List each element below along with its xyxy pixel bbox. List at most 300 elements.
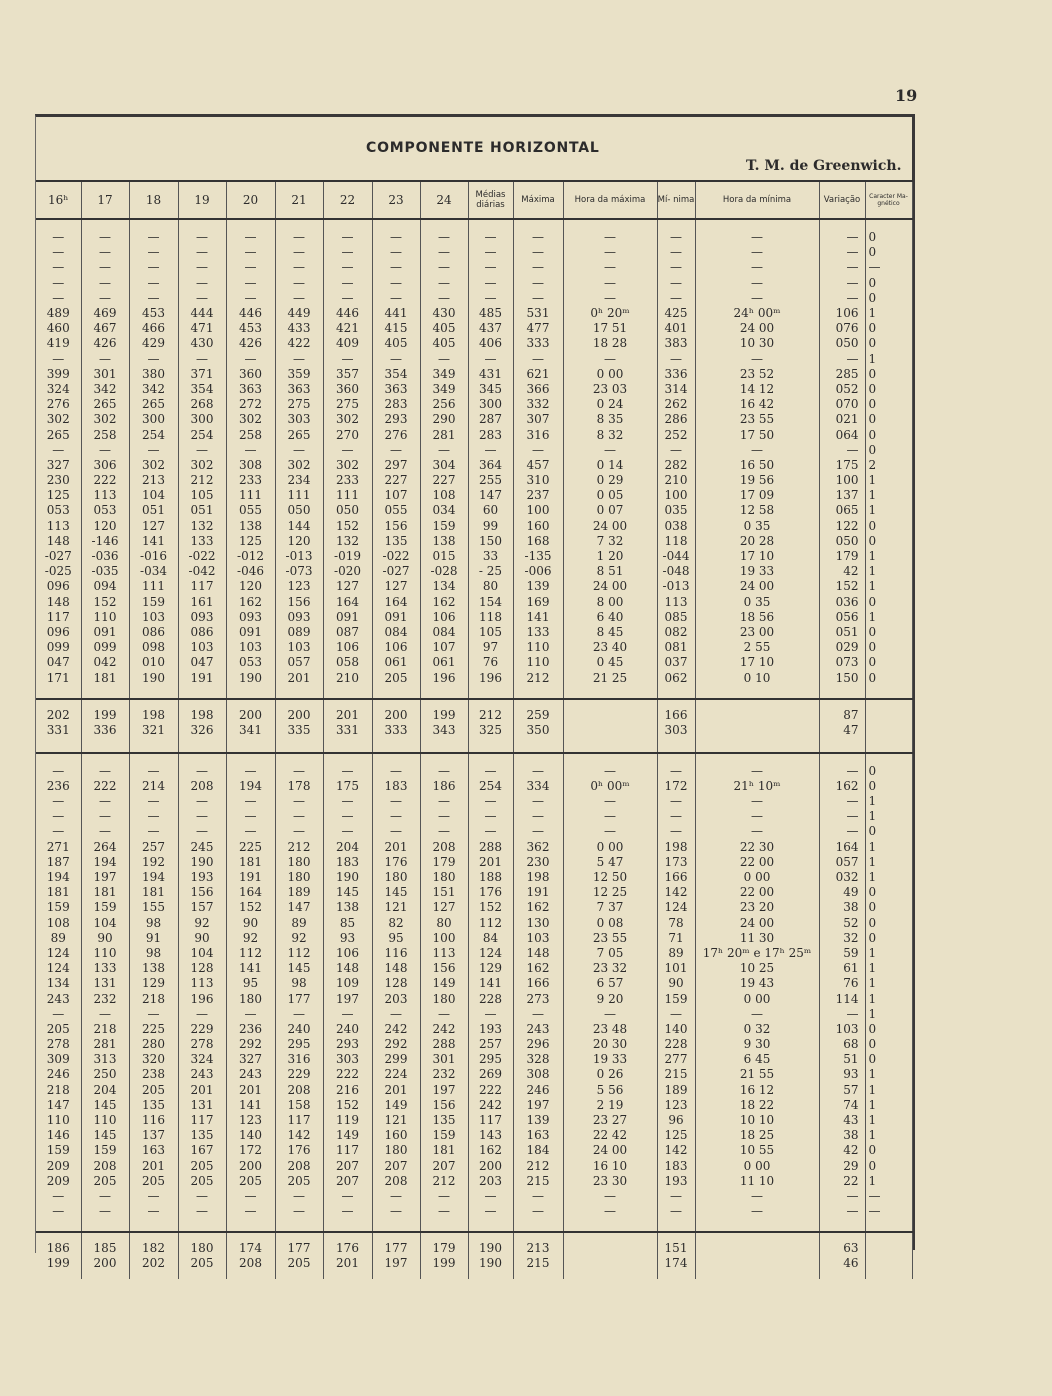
table-cell: — bbox=[36, 809, 81, 824]
table-cell: — bbox=[323, 260, 372, 275]
table-cell: 169 bbox=[513, 595, 563, 610]
table-cell: — bbox=[468, 230, 513, 245]
table-cell: 135 bbox=[372, 534, 420, 549]
table-cell: 242 bbox=[372, 1022, 420, 1037]
table-cell: 123 bbox=[275, 579, 323, 594]
table-cell: 17 10 bbox=[695, 655, 819, 670]
table-cell: — bbox=[865, 1204, 912, 1219]
table-cell: 453 bbox=[226, 321, 275, 336]
table-cell: 181 bbox=[420, 1143, 468, 1158]
table-cell: 1 bbox=[865, 564, 912, 579]
table-cell: 0 bbox=[865, 931, 912, 946]
table-cell: — bbox=[420, 1007, 468, 1022]
table-cell: 141 bbox=[468, 976, 513, 991]
table-cell: — bbox=[275, 291, 323, 306]
table-cell: 0 bbox=[865, 382, 912, 397]
table-cell: — bbox=[468, 824, 513, 839]
table-cell: 190 bbox=[226, 670, 275, 685]
table-cell: 207 bbox=[323, 1159, 372, 1174]
table-cell: 194 bbox=[129, 870, 178, 885]
table-cell: 191 bbox=[226, 870, 275, 885]
table-cell: — bbox=[657, 352, 695, 367]
table-cell: 132 bbox=[323, 534, 372, 549]
table-row bbox=[36, 321, 912, 336]
table-cell: — bbox=[657, 1189, 695, 1204]
table-cell: 286 bbox=[657, 412, 695, 427]
table-cell: — bbox=[81, 245, 129, 260]
table-cell: 103 bbox=[178, 640, 226, 655]
table-cell: 1 bbox=[865, 1174, 912, 1189]
table-cell: — bbox=[513, 809, 563, 824]
table-cell: — bbox=[36, 1204, 81, 1219]
table-cell: — bbox=[226, 260, 275, 275]
table-cell: 159 bbox=[36, 1143, 81, 1158]
spacer-cell bbox=[275, 738, 323, 753]
table-cell: 201 bbox=[372, 1083, 420, 1098]
table-cell: 180 bbox=[372, 870, 420, 885]
table-cell: 181 bbox=[226, 855, 275, 870]
table-cell: 180 bbox=[420, 870, 468, 885]
table-cell: 17 10 bbox=[695, 549, 819, 564]
table-cell: — bbox=[323, 1007, 372, 1022]
table-cell: 147 bbox=[468, 488, 513, 503]
table-cell bbox=[865, 723, 912, 738]
table-cell: 304 bbox=[420, 458, 468, 473]
table-cell: 1 bbox=[865, 946, 912, 961]
table-cell: — bbox=[695, 794, 819, 809]
spacer-cell bbox=[226, 738, 275, 753]
table-cell: 1 bbox=[865, 1128, 912, 1143]
table-cell: — bbox=[819, 1204, 865, 1219]
table-cell: 164 bbox=[226, 885, 275, 900]
table-cell: 7 37 bbox=[563, 900, 657, 915]
table-cell: 091 bbox=[226, 625, 275, 640]
table-cell: — bbox=[420, 1189, 468, 1204]
table-cell: 238 bbox=[129, 1067, 178, 1082]
table-cell: 419 bbox=[36, 336, 81, 351]
table-cell: 258 bbox=[226, 427, 275, 442]
table-cell: 232 bbox=[81, 991, 129, 1006]
table-cell: 1 bbox=[865, 961, 912, 976]
table-cell: — bbox=[81, 352, 129, 367]
table-cell: — bbox=[226, 794, 275, 809]
table-cell: 197 bbox=[513, 1098, 563, 1113]
spacer-cell bbox=[563, 686, 657, 699]
table-cell: — bbox=[81, 809, 129, 824]
table-cell bbox=[695, 1232, 819, 1256]
spacer-cell bbox=[36, 753, 81, 764]
table-cell: 1 bbox=[865, 579, 912, 594]
table-cell: 8 35 bbox=[563, 412, 657, 427]
table-cell: 23 40 bbox=[563, 640, 657, 655]
table-cell: 0 bbox=[865, 824, 912, 839]
spacer-cell bbox=[468, 686, 513, 699]
table-cell: — bbox=[420, 809, 468, 824]
table-cell: — bbox=[323, 764, 372, 779]
table-cell: 070 bbox=[819, 397, 865, 412]
table-cell: — bbox=[129, 291, 178, 306]
table-cell: 047 bbox=[178, 655, 226, 670]
table-cell: — bbox=[36, 1007, 81, 1022]
table-cell: — bbox=[657, 809, 695, 824]
table-row bbox=[36, 794, 912, 809]
spacer-cell bbox=[468, 738, 513, 753]
table-cell: 151 bbox=[657, 1232, 695, 1256]
table-cell: 0 bbox=[865, 412, 912, 427]
table-cell: -027 bbox=[36, 549, 81, 564]
table-row bbox=[36, 855, 912, 870]
spacer-cell bbox=[178, 738, 226, 753]
table-cell: 186 bbox=[36, 1232, 81, 1256]
table-row bbox=[36, 1204, 912, 1219]
table-cell: 131 bbox=[178, 1098, 226, 1113]
table-cell: 197 bbox=[420, 1083, 468, 1098]
table-cell: — bbox=[372, 230, 420, 245]
table-row bbox=[36, 306, 912, 321]
table-cell: 159 bbox=[36, 900, 81, 915]
table-cell: — bbox=[178, 291, 226, 306]
table-cell: 180 bbox=[275, 855, 323, 870]
table-cell: — bbox=[323, 245, 372, 260]
table-cell: 96 bbox=[657, 1113, 695, 1128]
table-cell: 198 bbox=[513, 870, 563, 885]
table-cell: 222 bbox=[468, 1083, 513, 1098]
table-cell: 227 bbox=[420, 473, 468, 488]
table-row bbox=[36, 824, 912, 839]
table-cell: 71 bbox=[657, 931, 695, 946]
table-cell: 98 bbox=[129, 916, 178, 931]
table-cell: 33 bbox=[468, 549, 513, 564]
spacer-cell bbox=[420, 1271, 468, 1279]
table-cell: 257 bbox=[468, 1037, 513, 1052]
table-cell: 23 00 bbox=[695, 625, 819, 640]
table-cell: 212 bbox=[468, 699, 513, 723]
table-cell: — bbox=[819, 291, 865, 306]
table-cell: 621 bbox=[513, 367, 563, 382]
table-cell: 273 bbox=[513, 991, 563, 1006]
table-cell: 236 bbox=[226, 1022, 275, 1037]
table-cell: 1 bbox=[865, 1067, 912, 1082]
table-cell: 152 bbox=[819, 579, 865, 594]
table-cell: — bbox=[513, 260, 563, 275]
table-cell: 59 bbox=[819, 946, 865, 961]
table-cell: 24 00 bbox=[563, 1143, 657, 1158]
table-cell: 093 bbox=[226, 610, 275, 625]
table-row bbox=[36, 1113, 912, 1128]
table-cell: 23 03 bbox=[563, 382, 657, 397]
table-cell: 426 bbox=[226, 336, 275, 351]
table-cell: — bbox=[819, 260, 865, 275]
spacer-cell bbox=[657, 219, 695, 230]
table-cell: 0 05 bbox=[563, 488, 657, 503]
table-cell: 233 bbox=[226, 473, 275, 488]
table-cell: — bbox=[36, 276, 81, 291]
table-row bbox=[36, 1189, 912, 1204]
table-cell: 179 bbox=[819, 549, 865, 564]
table-cell: 47 bbox=[819, 723, 865, 738]
spacer-cell bbox=[129, 738, 178, 753]
table-cell: — bbox=[372, 276, 420, 291]
table-cell: -006 bbox=[513, 564, 563, 579]
table-cell: — bbox=[420, 230, 468, 245]
table-cell: 187 bbox=[36, 855, 81, 870]
table-cell: 22 00 bbox=[695, 855, 819, 870]
table-cell: — bbox=[226, 443, 275, 458]
table-cell: 150 bbox=[819, 670, 865, 685]
column-header: 20 bbox=[226, 181, 275, 219]
spacer-cell bbox=[178, 686, 226, 699]
table-cell: 159 bbox=[420, 519, 468, 534]
table-cell: — bbox=[819, 1189, 865, 1204]
table-cell: 425 bbox=[657, 306, 695, 321]
table-cell: 205 bbox=[275, 1174, 323, 1189]
table-cell: — bbox=[468, 260, 513, 275]
table-row bbox=[36, 427, 912, 442]
table-cell: 215 bbox=[513, 1174, 563, 1189]
table-cell: 161 bbox=[178, 595, 226, 610]
table-cell: 145 bbox=[275, 961, 323, 976]
table-cell: 76 bbox=[819, 976, 865, 991]
table-row bbox=[36, 473, 912, 488]
table-cell: — bbox=[372, 443, 420, 458]
table-cell: 430 bbox=[178, 336, 226, 351]
table-cell: 177 bbox=[275, 991, 323, 1006]
table-cell: 243 bbox=[513, 1022, 563, 1037]
table-row bbox=[36, 640, 912, 655]
table-cell: 105 bbox=[468, 625, 513, 640]
table-cell: 159 bbox=[81, 900, 129, 915]
table-cell: 334 bbox=[513, 779, 563, 794]
table-cell: 23 48 bbox=[563, 1022, 657, 1037]
table-cell: 354 bbox=[178, 382, 226, 397]
separator-row bbox=[36, 686, 912, 699]
table-cell: 302 bbox=[81, 412, 129, 427]
table-cell: 215 bbox=[657, 1067, 695, 1082]
spacer-cell bbox=[513, 738, 563, 753]
table-cell: 1 20 bbox=[563, 549, 657, 564]
spacer-cell bbox=[323, 1219, 372, 1232]
table-cell: 204 bbox=[323, 840, 372, 855]
table-cell: 366 bbox=[513, 382, 563, 397]
table-cell: — bbox=[323, 1189, 372, 1204]
table-cell: 010 bbox=[129, 655, 178, 670]
table-row bbox=[36, 779, 912, 794]
table-cell: 80 bbox=[420, 916, 468, 931]
table-cell: 0 bbox=[865, 336, 912, 351]
table-cell: 181 bbox=[129, 885, 178, 900]
table-cell: — bbox=[323, 794, 372, 809]
table-cell: 254 bbox=[468, 779, 513, 794]
table-cell: 360 bbox=[323, 382, 372, 397]
table-cell: 236 bbox=[36, 779, 81, 794]
table-cell: 225 bbox=[226, 840, 275, 855]
table-cell: 135 bbox=[129, 1098, 178, 1113]
table-cell: 257 bbox=[129, 840, 178, 855]
table-row bbox=[36, 610, 912, 625]
table-cell: 2 bbox=[865, 458, 912, 473]
spacer-cell bbox=[563, 738, 657, 753]
table-row bbox=[36, 534, 912, 549]
table-cell: 137 bbox=[819, 488, 865, 503]
table-cell: — bbox=[372, 245, 420, 260]
table-cell: — bbox=[819, 276, 865, 291]
table-cell: 127 bbox=[420, 900, 468, 915]
table-cell: 288 bbox=[420, 1037, 468, 1052]
table-cell: — bbox=[81, 1007, 129, 1022]
table-cell: 015 bbox=[420, 549, 468, 564]
table-cell: — bbox=[275, 764, 323, 779]
table-cell: 128 bbox=[178, 961, 226, 976]
table-cell: 178 bbox=[275, 779, 323, 794]
table-cell: 0 bbox=[865, 900, 912, 915]
table-cell: -013 bbox=[275, 549, 323, 564]
table-cell: 302 bbox=[275, 458, 323, 473]
table-cell: 103 bbox=[819, 1022, 865, 1037]
table-cell: 61 bbox=[819, 961, 865, 976]
table-cell: 222 bbox=[81, 473, 129, 488]
table-cell: — bbox=[468, 291, 513, 306]
table-cell: — bbox=[695, 1007, 819, 1022]
table-cell bbox=[865, 1256, 912, 1271]
summary-row bbox=[36, 699, 912, 723]
table-cell: 181 bbox=[81, 885, 129, 900]
table-cell: 301 bbox=[81, 367, 129, 382]
table-cell: — bbox=[695, 230, 819, 245]
table-cell: — bbox=[178, 1189, 226, 1204]
table-cell: 1 bbox=[865, 1113, 912, 1128]
table-cell: 295 bbox=[468, 1052, 513, 1067]
table-cell: — bbox=[657, 764, 695, 779]
table-cell: 141 bbox=[129, 534, 178, 549]
table-cell: -022 bbox=[372, 549, 420, 564]
table-cell: 0 29 bbox=[563, 473, 657, 488]
table-cell: 24 00 bbox=[695, 579, 819, 594]
table-cell: — bbox=[36, 260, 81, 275]
table-cell: 234 bbox=[275, 473, 323, 488]
table-row bbox=[36, 976, 912, 991]
table-cell: 175 bbox=[819, 458, 865, 473]
table-cell: 444 bbox=[178, 306, 226, 321]
table-cell: 177 bbox=[372, 1232, 420, 1256]
table-cell: 0 00 bbox=[563, 367, 657, 382]
table-cell: 308 bbox=[226, 458, 275, 473]
table-cell: 280 bbox=[129, 1037, 178, 1052]
table-cell: 7 05 bbox=[563, 946, 657, 961]
table-cell: 243 bbox=[226, 1067, 275, 1082]
table-cell: — bbox=[36, 794, 81, 809]
summary-row bbox=[36, 723, 912, 738]
table-cell: — bbox=[36, 824, 81, 839]
table-cell: 147 bbox=[36, 1098, 81, 1113]
spacer-cell bbox=[695, 219, 819, 230]
magnetic-data-table bbox=[36, 180, 913, 1279]
table-cell: 250 bbox=[81, 1067, 129, 1082]
table-cell: 22 42 bbox=[563, 1128, 657, 1143]
table-cell: 328 bbox=[513, 1052, 563, 1067]
spacer-cell bbox=[372, 1219, 420, 1232]
table-cell: — bbox=[563, 245, 657, 260]
spacer-cell bbox=[129, 1219, 178, 1232]
table-cell: 283 bbox=[468, 427, 513, 442]
table-cell: 029 bbox=[819, 640, 865, 655]
table-cell: 123 bbox=[657, 1098, 695, 1113]
table-cell: 197 bbox=[81, 870, 129, 885]
table-cell: 6 40 bbox=[563, 610, 657, 625]
table-cell: 0 bbox=[865, 1052, 912, 1067]
table-cell: 446 bbox=[226, 306, 275, 321]
table-cell: — bbox=[695, 809, 819, 824]
table-cell: — bbox=[513, 443, 563, 458]
table-cell: 096 bbox=[36, 625, 81, 640]
table-cell: 180 bbox=[178, 1232, 226, 1256]
table-cell: 281 bbox=[420, 427, 468, 442]
table-cell: 335 bbox=[275, 723, 323, 738]
table-cell: 162 bbox=[468, 1143, 513, 1158]
table-cell: -028 bbox=[420, 564, 468, 579]
table-cell: 0 00 bbox=[695, 870, 819, 885]
table-cell: — bbox=[81, 1204, 129, 1219]
table-cell: 1 bbox=[865, 503, 912, 518]
table-cell: 363 bbox=[275, 382, 323, 397]
table-cell: — bbox=[468, 1204, 513, 1219]
table-cell: 139 bbox=[513, 579, 563, 594]
table-cell: 0 bbox=[865, 625, 912, 640]
table-cell: -036 bbox=[81, 549, 129, 564]
table-cell: 194 bbox=[36, 870, 81, 885]
table-cell: — bbox=[819, 1007, 865, 1022]
table-cell: 19 43 bbox=[695, 976, 819, 991]
table-cell: 159 bbox=[420, 1128, 468, 1143]
table-cell: 17ʰ 20ᵐ e 17ʰ 25ᵐ bbox=[695, 946, 819, 961]
table-cell: 343 bbox=[420, 723, 468, 738]
table-cell: 1 bbox=[865, 610, 912, 625]
table-cell: 0 bbox=[865, 1159, 912, 1174]
table-cell: 422 bbox=[275, 336, 323, 351]
column-header: 18 bbox=[129, 181, 178, 219]
table-cell: 205 bbox=[178, 1256, 226, 1271]
table-cell: 237 bbox=[513, 488, 563, 503]
table-cell: 314 bbox=[657, 382, 695, 397]
table-cell: -034 bbox=[129, 564, 178, 579]
table-cell: 19 56 bbox=[695, 473, 819, 488]
table-cell: — bbox=[657, 230, 695, 245]
table-cell: 441 bbox=[372, 306, 420, 321]
table-cell: — bbox=[226, 291, 275, 306]
table-cell: 90 bbox=[81, 931, 129, 946]
table-cell: 076 bbox=[819, 321, 865, 336]
summary-row bbox=[36, 1256, 912, 1271]
table-cell: 163 bbox=[129, 1143, 178, 1158]
table-cell: 0 bbox=[865, 779, 912, 794]
table-cell: 208 bbox=[420, 840, 468, 855]
spacer-cell bbox=[81, 1219, 129, 1232]
table-cell: — bbox=[513, 824, 563, 839]
table-cell: — bbox=[513, 230, 563, 245]
table-cell: 242 bbox=[420, 1022, 468, 1037]
table-cell: 222 bbox=[323, 1067, 372, 1082]
table-cell: — bbox=[129, 352, 178, 367]
table-cell: 43 bbox=[819, 1113, 865, 1128]
table-cell: — bbox=[129, 1007, 178, 1022]
table-cell: 142 bbox=[657, 885, 695, 900]
table-cell: 313 bbox=[81, 1052, 129, 1067]
column-header: Mí- nima bbox=[657, 181, 695, 219]
table-cell: 383 bbox=[657, 336, 695, 351]
table-cell: — bbox=[420, 443, 468, 458]
table-cell: 254 bbox=[129, 427, 178, 442]
table-cell: — bbox=[513, 276, 563, 291]
table-cell: — bbox=[420, 1204, 468, 1219]
